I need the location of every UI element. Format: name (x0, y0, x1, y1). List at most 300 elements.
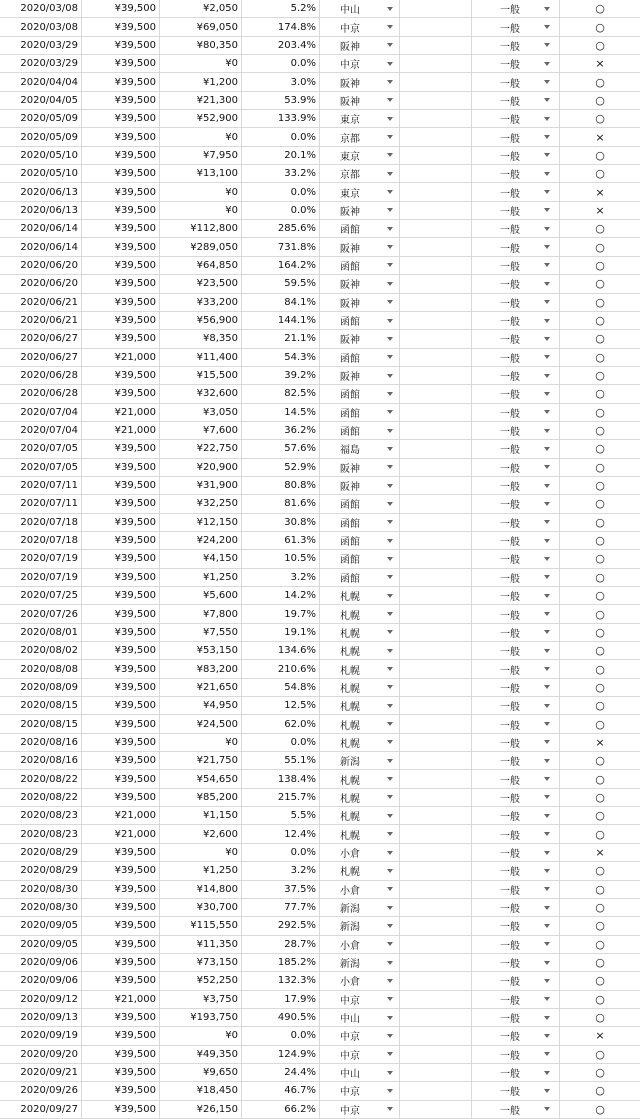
empty-cell[interactable] (400, 715, 472, 732)
result-mark-cell[interactable]: ○ (595, 1011, 605, 1025)
dropdown-arrow-icon[interactable] (387, 520, 393, 524)
result-mark-cell[interactable]: × (595, 130, 605, 144)
dropdown-arrow-icon[interactable] (544, 190, 550, 194)
dropdown-arrow-icon[interactable] (387, 1107, 393, 1111)
dropdown-arrow-icon[interactable] (544, 337, 550, 341)
dropdown-arrow-icon[interactable] (387, 374, 393, 378)
grade-dropdown-cell[interactable] (472, 73, 560, 90)
empty-cell[interactable] (400, 294, 472, 311)
date-cell[interactable]: 2020/03/08 (0, 18, 82, 35)
date-cell[interactable]: 2020/07/05 (0, 440, 82, 457)
grade-dropdown-cell[interactable] (472, 220, 560, 237)
return-rate-cell[interactable]: 77.7% (242, 899, 320, 916)
result-mark-cell[interactable]: ○ (595, 625, 605, 639)
dropdown-arrow-icon[interactable] (544, 594, 550, 598)
date-cell[interactable]: 2020/08/22 (0, 789, 82, 806)
grade-dropdown-cell[interactable] (472, 330, 560, 347)
empty-cell[interactable] (400, 1046, 472, 1063)
return-amount-cell[interactable]: ¥20,900 (160, 459, 242, 476)
bet-amount-cell[interactable]: ¥39,500 (82, 844, 160, 861)
bet-amount-cell[interactable]: ¥39,500 (82, 881, 160, 898)
date-cell[interactable]: 2020/08/22 (0, 770, 82, 787)
venue-dropdown-cell[interactable] (320, 642, 400, 659)
dropdown-arrow-icon[interactable] (544, 410, 550, 414)
date-cell[interactable]: 2020/09/26 (0, 1082, 82, 1099)
return-rate-cell[interactable]: 138.4% (242, 770, 320, 787)
grade-dropdown-cell[interactable] (472, 18, 560, 35)
date-cell[interactable]: 2020/08/23 (0, 825, 82, 842)
empty-cell[interactable] (400, 55, 472, 72)
bet-amount-cell[interactable]: ¥39,500 (82, 294, 160, 311)
return-amount-cell[interactable]: ¥112,800 (160, 220, 242, 237)
bet-amount-cell[interactable]: ¥39,500 (82, 936, 160, 953)
bet-amount-cell[interactable]: ¥21,000 (82, 807, 160, 824)
return-rate-cell[interactable]: 62.0% (242, 715, 320, 732)
grade-dropdown-cell[interactable] (472, 257, 560, 274)
result-mark-cell[interactable]: ○ (595, 497, 605, 511)
result-mark-cell[interactable]: ○ (595, 699, 605, 713)
return-rate-cell[interactable]: 53.9% (242, 92, 320, 109)
result-mark-cell[interactable]: ○ (595, 919, 605, 933)
dropdown-arrow-icon[interactable] (387, 392, 393, 396)
venue-dropdown-cell[interactable] (320, 110, 400, 127)
venue-dropdown-cell[interactable] (320, 0, 400, 17)
result-mark-cell[interactable]: ○ (595, 387, 605, 401)
empty-cell[interactable] (400, 991, 472, 1008)
bet-amount-cell[interactable]: ¥39,500 (82, 532, 160, 549)
grade-dropdown-cell[interactable] (472, 349, 560, 366)
return-rate-cell[interactable]: 164.2% (242, 257, 320, 274)
bet-amount-cell[interactable]: ¥39,500 (82, 679, 160, 696)
return-amount-cell[interactable]: ¥23,500 (160, 275, 242, 292)
date-cell[interactable]: 2020/08/09 (0, 679, 82, 696)
return-amount-cell[interactable]: ¥11,400 (160, 349, 242, 366)
dropdown-arrow-icon[interactable] (544, 795, 550, 799)
venue-dropdown-cell[interactable] (320, 532, 400, 549)
result-mark-cell[interactable]: ○ (595, 405, 605, 419)
empty-cell[interactable] (400, 936, 472, 953)
return-amount-cell[interactable]: ¥0 (160, 183, 242, 200)
empty-cell[interactable] (400, 514, 472, 531)
dropdown-arrow-icon[interactable] (544, 1016, 550, 1020)
return-amount-cell[interactable]: ¥14,800 (160, 881, 242, 898)
dropdown-arrow-icon[interactable] (387, 832, 393, 836)
date-cell[interactable]: 2020/04/04 (0, 73, 82, 90)
grade-dropdown-cell[interactable] (472, 128, 560, 145)
date-cell[interactable]: 2020/07/18 (0, 514, 82, 531)
return-amount-cell[interactable]: ¥7,800 (160, 605, 242, 622)
dropdown-arrow-icon[interactable] (544, 1052, 550, 1056)
dropdown-arrow-icon[interactable] (544, 447, 550, 451)
bet-amount-cell[interactable]: ¥39,500 (82, 587, 160, 604)
grade-dropdown-cell[interactable] (472, 110, 560, 127)
dropdown-arrow-icon[interactable] (387, 961, 393, 965)
result-mark-cell[interactable]: ○ (595, 754, 605, 768)
bet-amount-cell[interactable]: ¥39,500 (82, 183, 160, 200)
return-rate-cell[interactable]: 12.5% (242, 697, 320, 714)
result-mark-cell[interactable]: ○ (595, 552, 605, 566)
return-amount-cell[interactable]: ¥1,250 (160, 569, 242, 586)
return-amount-cell[interactable]: ¥0 (160, 1027, 242, 1044)
empty-cell[interactable] (400, 734, 472, 751)
dropdown-arrow-icon[interactable] (387, 924, 393, 928)
grade-dropdown-cell[interactable] (472, 477, 560, 494)
return-amount-cell[interactable]: ¥64,850 (160, 257, 242, 274)
result-mark-cell[interactable]: ○ (595, 809, 605, 823)
dropdown-arrow-icon[interactable] (387, 25, 393, 29)
date-cell[interactable]: 2020/05/10 (0, 147, 82, 164)
venue-dropdown-cell[interactable] (320, 422, 400, 439)
dropdown-arrow-icon[interactable] (387, 759, 393, 763)
empty-cell[interactable] (400, 972, 472, 989)
date-cell[interactable]: 2020/08/01 (0, 624, 82, 641)
empty-cell[interactable] (400, 128, 472, 145)
dropdown-arrow-icon[interactable] (387, 795, 393, 799)
venue-dropdown-cell[interactable] (320, 1082, 400, 1099)
empty-cell[interactable] (400, 1082, 472, 1099)
return-rate-cell[interactable]: 84.1% (242, 294, 320, 311)
return-rate-cell[interactable]: 19.7% (242, 605, 320, 622)
empty-cell[interactable] (400, 697, 472, 714)
date-cell[interactable]: 2020/05/10 (0, 165, 82, 182)
bet-amount-cell[interactable]: ¥39,500 (82, 624, 160, 641)
dropdown-arrow-icon[interactable] (387, 1016, 393, 1020)
grade-dropdown-cell[interactable] (472, 147, 560, 164)
return-rate-cell[interactable]: 124.9% (242, 1046, 320, 1063)
empty-cell[interactable] (400, 385, 472, 402)
empty-cell[interactable] (400, 660, 472, 677)
dropdown-arrow-icon[interactable] (544, 117, 550, 121)
empty-cell[interactable] (400, 605, 472, 622)
grade-dropdown-cell[interactable] (472, 385, 560, 402)
empty-cell[interactable] (400, 1064, 472, 1081)
return-amount-cell[interactable]: ¥0 (160, 844, 242, 861)
venue-dropdown-cell[interactable] (320, 92, 400, 109)
return-rate-cell[interactable]: 55.1% (242, 752, 320, 769)
empty-cell[interactable] (400, 917, 472, 934)
grade-dropdown-cell[interactable] (472, 679, 560, 696)
return-rate-cell[interactable]: 731.8% (242, 238, 320, 255)
dropdown-arrow-icon[interactable] (544, 1107, 550, 1111)
grade-dropdown-cell[interactable] (472, 312, 560, 329)
dropdown-arrow-icon[interactable] (387, 337, 393, 341)
return-amount-cell[interactable]: ¥0 (160, 55, 242, 72)
return-amount-cell[interactable]: ¥15,500 (160, 367, 242, 384)
empty-cell[interactable] (400, 1101, 472, 1118)
bet-amount-cell[interactable]: ¥39,500 (82, 165, 160, 182)
venue-dropdown-cell[interactable] (320, 1046, 400, 1063)
grade-dropdown-cell[interactable] (472, 1027, 560, 1044)
return-rate-cell[interactable]: 17.9% (242, 991, 320, 1008)
venue-dropdown-cell[interactable] (320, 807, 400, 824)
venue-dropdown-cell[interactable] (320, 770, 400, 787)
date-cell[interactable]: 2020/09/19 (0, 1027, 82, 1044)
result-mark-cell[interactable]: × (595, 203, 605, 217)
return-rate-cell[interactable]: 46.7% (242, 1082, 320, 1099)
dropdown-arrow-icon[interactable] (544, 502, 550, 506)
return-amount-cell[interactable]: ¥1,150 (160, 807, 242, 824)
dropdown-arrow-icon[interactable] (544, 520, 550, 524)
return-rate-cell[interactable]: 285.6% (242, 220, 320, 237)
empty-cell[interactable] (400, 825, 472, 842)
dropdown-arrow-icon[interactable] (544, 759, 550, 763)
result-mark-cell[interactable]: ○ (595, 515, 605, 529)
bet-amount-cell[interactable]: ¥39,500 (82, 605, 160, 622)
bet-amount-cell[interactable]: ¥39,500 (82, 55, 160, 72)
dropdown-arrow-icon[interactable] (387, 484, 393, 488)
return-rate-cell[interactable]: 36.2% (242, 422, 320, 439)
empty-cell[interactable] (400, 165, 472, 182)
return-amount-cell[interactable]: ¥49,350 (160, 1046, 242, 1063)
return-rate-cell[interactable]: 28.7% (242, 936, 320, 953)
grade-dropdown-cell[interactable] (472, 917, 560, 934)
bet-amount-cell[interactable]: ¥39,500 (82, 0, 160, 17)
empty-cell[interactable] (400, 312, 472, 329)
empty-cell[interactable] (400, 0, 472, 17)
empty-cell[interactable] (400, 899, 472, 916)
dropdown-arrow-icon[interactable] (544, 851, 550, 855)
date-cell[interactable]: 2020/08/15 (0, 715, 82, 732)
grade-dropdown-cell[interactable] (472, 807, 560, 824)
return-rate-cell[interactable]: 54.3% (242, 349, 320, 366)
date-cell[interactable]: 2020/08/29 (0, 862, 82, 879)
dropdown-arrow-icon[interactable] (544, 979, 550, 983)
dropdown-arrow-icon[interactable] (387, 722, 393, 726)
result-mark-cell[interactable]: ○ (595, 662, 605, 676)
dropdown-arrow-icon[interactable] (387, 575, 393, 579)
date-cell[interactable]: 2020/07/18 (0, 532, 82, 549)
dropdown-arrow-icon[interactable] (544, 961, 550, 965)
return-rate-cell[interactable]: 0.0% (242, 734, 320, 751)
dropdown-arrow-icon[interactable] (544, 539, 550, 543)
dropdown-arrow-icon[interactable] (387, 43, 393, 47)
bet-amount-cell[interactable]: ¥39,500 (82, 312, 160, 329)
return-rate-cell[interactable]: 5.5% (242, 807, 320, 824)
empty-cell[interactable] (400, 92, 472, 109)
empty-cell[interactable] (400, 367, 472, 384)
dropdown-arrow-icon[interactable] (544, 374, 550, 378)
grade-dropdown-cell[interactable] (472, 532, 560, 549)
bet-amount-cell[interactable]: ¥39,500 (82, 37, 160, 54)
empty-cell[interactable] (400, 37, 472, 54)
grade-dropdown-cell[interactable] (472, 697, 560, 714)
dropdown-arrow-icon[interactable] (387, 1052, 393, 1056)
date-cell[interactable]: 2020/07/04 (0, 422, 82, 439)
empty-cell[interactable] (400, 642, 472, 659)
dropdown-arrow-icon[interactable] (544, 777, 550, 781)
empty-cell[interactable] (400, 147, 472, 164)
dropdown-arrow-icon[interactable] (387, 685, 393, 689)
bet-amount-cell[interactable]: ¥39,500 (82, 275, 160, 292)
return-amount-cell[interactable]: ¥5,600 (160, 587, 242, 604)
venue-dropdown-cell[interactable] (320, 660, 400, 677)
result-mark-cell[interactable]: ○ (595, 314, 605, 328)
venue-dropdown-cell[interactable] (320, 972, 400, 989)
return-rate-cell[interactable]: 57.6% (242, 440, 320, 457)
result-mark-cell[interactable]: ○ (595, 644, 605, 658)
venue-dropdown-cell[interactable] (320, 844, 400, 861)
return-amount-cell[interactable]: ¥56,900 (160, 312, 242, 329)
date-cell[interactable]: 2020/06/14 (0, 220, 82, 237)
return-amount-cell[interactable]: ¥24,200 (160, 532, 242, 549)
dropdown-arrow-icon[interactable] (387, 245, 393, 249)
result-mark-cell[interactable]: ○ (595, 167, 605, 181)
return-rate-cell[interactable]: 0.0% (242, 1027, 320, 1044)
result-mark-cell[interactable]: ○ (595, 992, 605, 1006)
grade-dropdown-cell[interactable] (472, 991, 560, 1008)
dropdown-arrow-icon[interactable] (387, 906, 393, 910)
return-amount-cell[interactable]: ¥4,150 (160, 550, 242, 567)
venue-dropdown-cell[interactable] (320, 715, 400, 732)
venue-dropdown-cell[interactable] (320, 495, 400, 512)
empty-cell[interactable] (400, 624, 472, 641)
dropdown-arrow-icon[interactable] (387, 777, 393, 781)
bet-amount-cell[interactable]: ¥39,500 (82, 92, 160, 109)
date-cell[interactable]: 2020/06/14 (0, 238, 82, 255)
empty-cell[interactable] (400, 587, 472, 604)
bet-amount-cell[interactable]: ¥39,500 (82, 477, 160, 494)
date-cell[interactable]: 2020/07/25 (0, 587, 82, 604)
venue-dropdown-cell[interactable] (320, 881, 400, 898)
venue-dropdown-cell[interactable] (320, 825, 400, 842)
bet-amount-cell[interactable]: ¥39,500 (82, 770, 160, 787)
date-cell[interactable]: 2020/05/09 (0, 110, 82, 127)
grade-dropdown-cell[interactable] (472, 165, 560, 182)
dropdown-arrow-icon[interactable] (544, 319, 550, 323)
dropdown-arrow-icon[interactable] (387, 539, 393, 543)
bet-amount-cell[interactable]: ¥21,000 (82, 349, 160, 366)
grade-dropdown-cell[interactable] (472, 936, 560, 953)
return-amount-cell[interactable]: ¥8,350 (160, 330, 242, 347)
dropdown-arrow-icon[interactable] (387, 117, 393, 121)
result-mark-cell[interactable]: ○ (595, 277, 605, 291)
date-cell[interactable]: 2020/08/23 (0, 807, 82, 824)
bet-amount-cell[interactable]: ¥39,500 (82, 330, 160, 347)
venue-dropdown-cell[interactable] (320, 936, 400, 953)
dropdown-arrow-icon[interactable] (387, 1071, 393, 1075)
return-rate-cell[interactable]: 52.9% (242, 459, 320, 476)
dropdown-arrow-icon[interactable] (387, 942, 393, 946)
dropdown-arrow-icon[interactable] (544, 355, 550, 359)
venue-dropdown-cell[interactable] (320, 73, 400, 90)
result-mark-cell[interactable]: ○ (595, 93, 605, 107)
return-rate-cell[interactable]: 66.2% (242, 1101, 320, 1118)
date-cell[interactable]: 2020/06/27 (0, 330, 82, 347)
date-cell[interactable]: 2020/08/15 (0, 697, 82, 714)
return-rate-cell[interactable]: 3.2% (242, 862, 320, 879)
grade-dropdown-cell[interactable] (472, 440, 560, 457)
return-rate-cell[interactable]: 82.5% (242, 385, 320, 402)
grade-dropdown-cell[interactable] (472, 422, 560, 439)
return-amount-cell[interactable]: ¥115,550 (160, 917, 242, 934)
bet-amount-cell[interactable]: ¥39,500 (82, 459, 160, 476)
dropdown-arrow-icon[interactable] (544, 25, 550, 29)
dropdown-arrow-icon[interactable] (544, 575, 550, 579)
dropdown-arrow-icon[interactable] (544, 1034, 550, 1038)
empty-cell[interactable] (400, 881, 472, 898)
venue-dropdown-cell[interactable] (320, 1101, 400, 1118)
result-mark-cell[interactable]: ○ (595, 901, 605, 915)
return-rate-cell[interactable]: 490.5% (242, 1009, 320, 1026)
venue-dropdown-cell[interactable] (320, 734, 400, 751)
dropdown-arrow-icon[interactable] (544, 685, 550, 689)
return-rate-cell[interactable]: 174.8% (242, 18, 320, 35)
dropdown-arrow-icon[interactable] (387, 319, 393, 323)
venue-dropdown-cell[interactable] (320, 220, 400, 237)
venue-dropdown-cell[interactable] (320, 128, 400, 145)
return-rate-cell[interactable]: 0.0% (242, 844, 320, 861)
dropdown-arrow-icon[interactable] (544, 1089, 550, 1093)
venue-dropdown-cell[interactable] (320, 624, 400, 641)
return-amount-cell[interactable]: ¥21,300 (160, 92, 242, 109)
result-mark-cell[interactable]: × (595, 57, 605, 71)
dropdown-arrow-icon[interactable] (387, 263, 393, 267)
venue-dropdown-cell[interactable] (320, 238, 400, 255)
date-cell[interactable]: 2020/08/02 (0, 642, 82, 659)
return-rate-cell[interactable]: 3.2% (242, 569, 320, 586)
dropdown-arrow-icon[interactable] (387, 355, 393, 359)
date-cell[interactable]: 2020/08/30 (0, 881, 82, 898)
return-amount-cell[interactable]: ¥13,100 (160, 165, 242, 182)
venue-dropdown-cell[interactable] (320, 587, 400, 604)
result-mark-cell[interactable]: ○ (595, 974, 605, 988)
return-amount-cell[interactable]: ¥83,200 (160, 660, 242, 677)
bet-amount-cell[interactable]: ¥39,500 (82, 715, 160, 732)
dropdown-arrow-icon[interactable] (544, 814, 550, 818)
dropdown-arrow-icon[interactable] (387, 814, 393, 818)
result-mark-cell[interactable]: ○ (595, 589, 605, 603)
venue-dropdown-cell[interactable] (320, 679, 400, 696)
return-rate-cell[interactable]: 24.4% (242, 1064, 320, 1081)
venue-dropdown-cell[interactable] (320, 183, 400, 200)
date-cell[interactable]: 2020/03/29 (0, 55, 82, 72)
dropdown-arrow-icon[interactable] (544, 612, 550, 616)
dropdown-arrow-icon[interactable] (387, 630, 393, 634)
result-mark-cell[interactable]: ○ (595, 350, 605, 364)
empty-cell[interactable] (400, 202, 472, 219)
result-mark-cell[interactable]: ○ (595, 424, 605, 438)
return-rate-cell[interactable]: 133.9% (242, 110, 320, 127)
dropdown-arrow-icon[interactable] (387, 851, 393, 855)
return-rate-cell[interactable]: 14.2% (242, 587, 320, 604)
venue-dropdown-cell[interactable] (320, 697, 400, 714)
return-rate-cell[interactable]: 59.5% (242, 275, 320, 292)
result-mark-cell[interactable]: × (595, 185, 605, 199)
dropdown-arrow-icon[interactable] (544, 722, 550, 726)
result-mark-cell[interactable]: × (595, 735, 605, 749)
date-cell[interactable]: 2020/09/05 (0, 917, 82, 934)
venue-dropdown-cell[interactable] (320, 514, 400, 531)
result-mark-cell[interactable]: ○ (595, 882, 605, 896)
result-mark-cell[interactable]: ○ (595, 295, 605, 309)
dropdown-arrow-icon[interactable] (387, 80, 393, 84)
date-cell[interactable]: 2020/05/09 (0, 128, 82, 145)
empty-cell[interactable] (400, 110, 472, 127)
bet-amount-cell[interactable]: ¥39,500 (82, 550, 160, 567)
venue-dropdown-cell[interactable] (320, 862, 400, 879)
date-cell[interactable]: 2020/07/11 (0, 495, 82, 512)
grade-dropdown-cell[interactable] (472, 183, 560, 200)
empty-cell[interactable] (400, 1009, 472, 1026)
result-mark-cell[interactable]: ○ (595, 479, 605, 493)
return-amount-cell[interactable]: ¥52,250 (160, 972, 242, 989)
dropdown-arrow-icon[interactable] (544, 924, 550, 928)
result-mark-cell[interactable]: ○ (595, 717, 605, 731)
grade-dropdown-cell[interactable] (472, 92, 560, 109)
date-cell[interactable]: 2020/07/26 (0, 605, 82, 622)
bet-amount-cell[interactable]: ¥39,500 (82, 220, 160, 237)
venue-dropdown-cell[interactable] (320, 18, 400, 35)
